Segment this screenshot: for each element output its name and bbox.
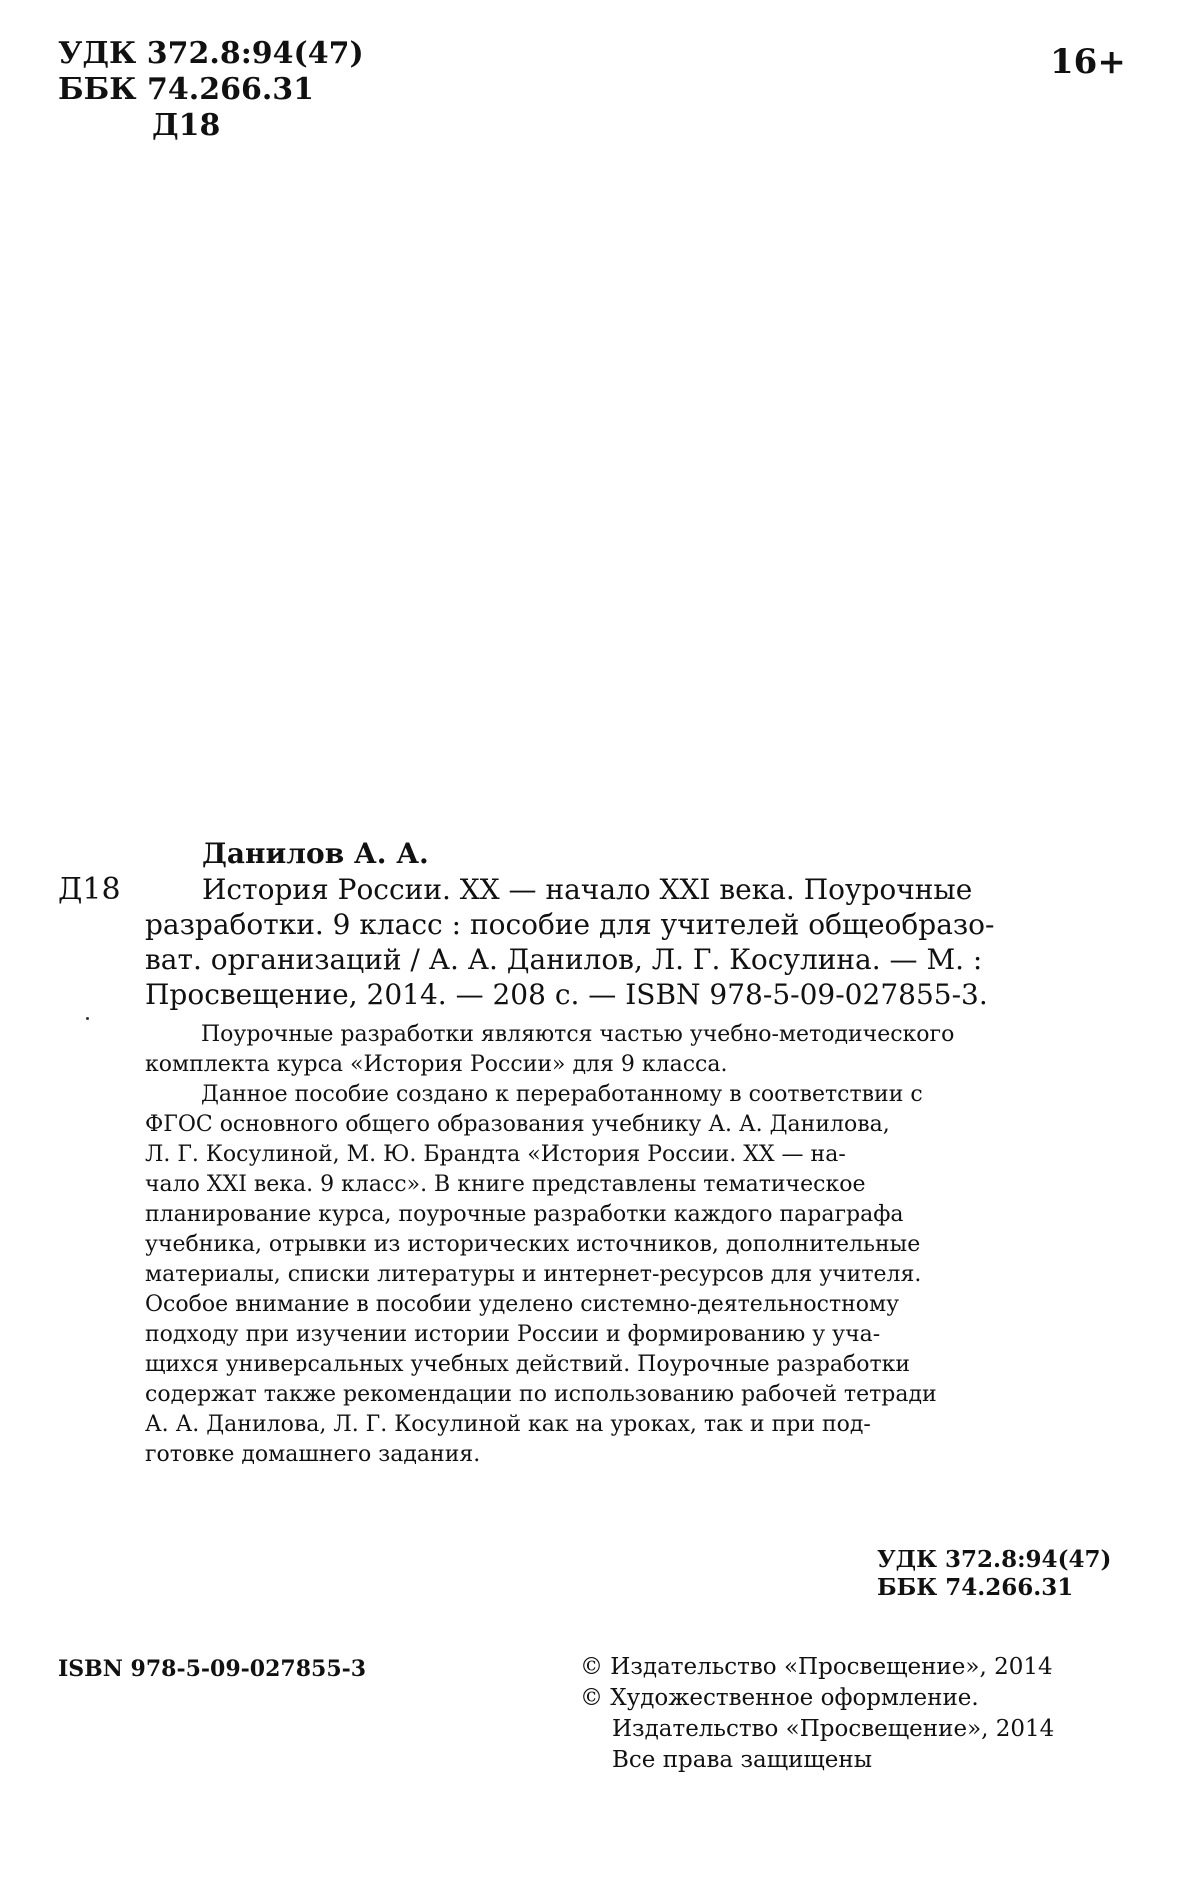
abstract-line: учебника, отрывки из исторических источников, дополнительные	[145, 1232, 921, 1257]
description-line: ват. организаций / А. А. Данилов, Л. Г. Косулина. — М. :	[145, 943, 983, 976]
record-author: Данилов А. А.	[202, 837, 429, 870]
abstract-line: содержат также рекомендации по использованию рабочей тетради	[145, 1382, 937, 1407]
classification-footer	[877, 1546, 1111, 1602]
bbk-code-footer: ББК 74.266.31	[877, 1574, 1074, 1601]
abstract-line: готовке домашнего задания.	[145, 1442, 481, 1467]
abstract-line: планирование курса, поурочные разработки каждого параграфа	[145, 1202, 904, 1227]
abstract-line: А. А. Данилова, Л. Г. Косулиной как на уроках, так и при под-	[145, 1412, 871, 1437]
author-mark: Д18	[152, 108, 221, 143]
bbk-code: ББК 74.266.31	[58, 72, 315, 107]
age-rating: 16+	[1050, 42, 1126, 82]
abstract-line: комплекта курса «История России» для 9 класса.	[145, 1052, 728, 1077]
udk-code-footer: УДК 372.8:94(47)	[877, 1546, 1112, 1573]
udk-code: УДК 372.8:94(47)	[58, 36, 364, 71]
scan-speck	[86, 1017, 89, 1020]
description-line: История России. XX — начало XXI века. Поурочные	[202, 873, 973, 906]
classification-header	[58, 36, 364, 144]
abstract-line: Л. Г. Косулиной, М. Ю. Брандта «История России. XX — на-	[145, 1142, 846, 1167]
abstract	[145, 1020, 1130, 1470]
copyright-line: © Художественное оформление.	[580, 1685, 979, 1711]
description-line: разработки. 9 класс : пособие для учителей общеобразо-	[145, 908, 995, 941]
abstract-line: Особое внимание в пособии уделено системно-деятельностному	[145, 1292, 900, 1317]
abstract-line: материалы, списки литературы и интернет-ресурсов для учителя.	[145, 1262, 922, 1287]
abstract-line: ФГОС основного общего образования учебнику А. А. Данилова,	[145, 1112, 890, 1137]
abstract-line: чало XXI века. 9 класс». В книге представлены тематическое	[145, 1172, 866, 1197]
copyright-line: Издательство «Просвещение», 2014	[612, 1716, 1055, 1742]
abstract-line: щихся универсальных учебных действий. Поурочные разработки	[145, 1352, 911, 1377]
abstract-line: Данное пособие создано к переработанному в соответствии с	[201, 1082, 923, 1107]
abstract-line: подходу при изучении истории России и формированию у уча-	[145, 1322, 881, 1347]
abstract-line: Поурочные разработки являются частью учебно-методического	[201, 1022, 955, 1047]
description-line: Просвещение, 2014. — 208 с. — ISBN 978-5-09-027855-3.	[145, 978, 988, 1011]
copyright-block	[580, 1652, 1054, 1776]
copyright-line: © Издательство «Просвещение», 2014	[580, 1654, 1053, 1680]
record-description	[145, 872, 1130, 1012]
isbn: ISBN 978-5-09-027855-3	[58, 1656, 367, 1682]
copyright-line: Все права защищены	[612, 1747, 873, 1773]
record-margin-code: Д18	[58, 872, 121, 907]
